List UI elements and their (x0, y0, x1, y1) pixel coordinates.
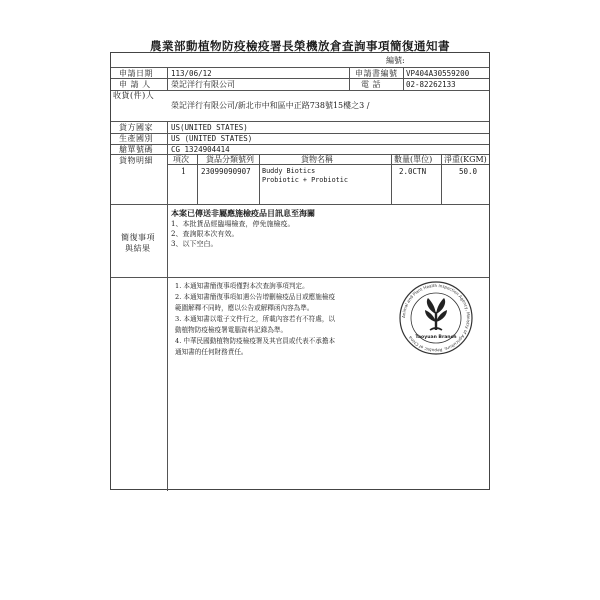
cargo-value: CG 1324904414 (171, 145, 230, 154)
rule (197, 154, 198, 204)
reply-label-line1: 簡復事項 (121, 233, 155, 242)
serial-label: 編號: (386, 56, 405, 65)
document-title: 農業部動植物防疫檢疫署長榮機放倉查詢事項簡復通知書 (150, 39, 450, 53)
origin-value: US(UNITED STATES) (171, 123, 248, 132)
reply-label-line2: 與結果 (125, 244, 151, 253)
reply-item: 3、以下空白。 (171, 240, 218, 248)
applicant-label: 申 請 人 (119, 80, 151, 89)
rule (403, 67, 404, 90)
applicant-value: 榮記洋行有限公司 (171, 80, 235, 89)
note-line: 4. 中華民國動植物防疫檢疫署及其官員或代表不承擔本 (175, 337, 336, 345)
goods-header-code: 貨品分類號列 (206, 155, 254, 164)
apply-no-label: 申請書編號 (355, 69, 398, 78)
producer-value: US (UNITED STATES) (171, 134, 253, 143)
goods-item-no: 1 (181, 167, 187, 176)
rule (167, 67, 168, 90)
goods-header-item: 項次 (173, 155, 189, 164)
recipient-value: 榮記洋行有限公司/新北市中和區中正路738號15樓之3 / (171, 101, 370, 110)
reply-item: 1、本批貨品經臨場檢查，停免施檢疫。 (171, 220, 295, 228)
cargo-label: 艙單號碼 (119, 145, 153, 154)
apply-date-value: 113/06/12 (171, 69, 212, 78)
goods-header-weight: 淨重(KGM) (444, 155, 487, 164)
note-line: 3. 本通知書以電子文件行之，所載內容若有不符處，以 (175, 315, 336, 323)
origin-label: 貨方國家 (119, 123, 153, 132)
recipient-label: 收貨(件)人 (113, 91, 155, 100)
note-line: 通知書的任何財務責任。 (175, 348, 248, 356)
goods-weight: 50.0 (459, 167, 478, 176)
note-line: 範圍解釋不同時，應以公告或解釋函內容為準。 (175, 304, 314, 312)
reply-headline: 本案已傳送非屬應施檢疫品目訊息至海關 (171, 208, 315, 218)
official-seal-icon (398, 280, 474, 356)
notice-form (110, 52, 490, 490)
reply-item: 2、查詢限本次有效。 (171, 230, 239, 238)
note-line: 1. 本通知書簡復事項僅對本次查詢事項判定。 (175, 282, 309, 290)
apply-no-value: VP404A30559200 (406, 69, 470, 78)
phone-value: 02-82262133 (406, 80, 456, 89)
goods-qty: 2.0CTN (399, 167, 427, 176)
note-line: 動植物防疫檢疫署電腦資料記錄為準。 (175, 326, 288, 334)
producer-label: 生產國別 (119, 134, 153, 143)
note-line: 2. 本通知書簡復事項如遇公告增刪檢疫品目或應施檢疫 (175, 293, 336, 301)
rule (391, 154, 392, 204)
goods-header-name: 貨物名稱 (301, 155, 333, 164)
seal-branch-text: Taoyuan Branch (415, 335, 457, 340)
rule (441, 154, 442, 204)
rule (111, 90, 489, 91)
phone-label: 電 話 (361, 80, 382, 89)
rule (259, 154, 260, 204)
goods-header-qty: 數量(單位) (394, 155, 433, 164)
goods-name-line1: Buddy Biotics (262, 167, 316, 175)
rule (349, 67, 350, 90)
seal-ring-text: Animal and Plant Health Inspection Agency, Ministry of Agriculture, Republic of China (400, 282, 472, 354)
goods-label: 貨物明細 (119, 156, 153, 165)
goods-code: 23099090907 (201, 167, 251, 176)
apply-date-label: 申請日期 (119, 69, 153, 78)
goods-name-line2: Probiotic + Probiotic (262, 176, 348, 184)
rule (167, 121, 168, 491)
